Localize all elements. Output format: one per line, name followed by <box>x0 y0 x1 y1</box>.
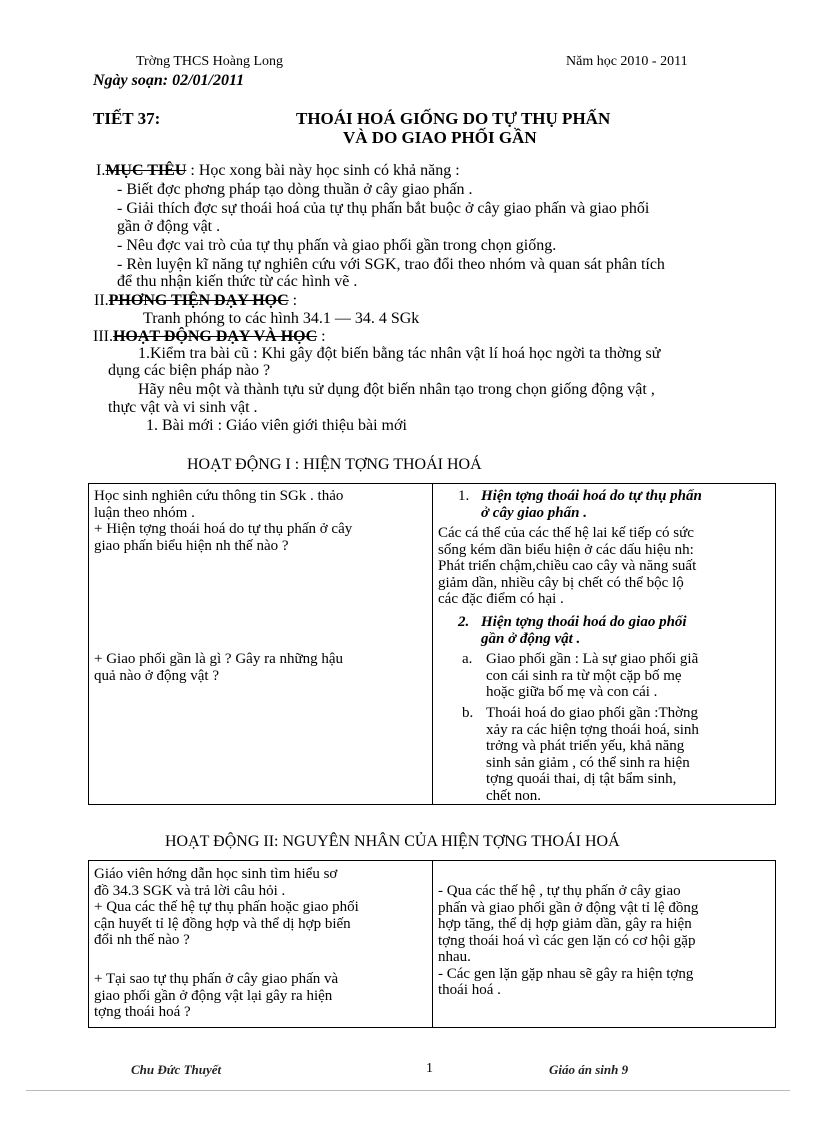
activity1-h2-number: 2. <box>458 614 470 630</box>
activity1-b-text: Thoái hoá do giao phối gần :Thờng xảy ra các hiện tợng thoái hoá, sinh trởng và phát triển yếu, khả năng sinh sản giảm , có thể sinh ra hiện tợng quoái thai, dị tật bẩm sinh, chết non. <box>486 705 699 804</box>
objectives-heading: MỤC TIÊU <box>105 162 187 179</box>
objective-item: - Giải thích đợc sự thoái hoá của tự thụ phấn bắt buộc ở cây giao phấn và giao phối <box>117 200 650 217</box>
objectives-intro: : Học xong bài này học sinh có khả năng : <box>186 162 460 179</box>
objectives-numeral: I. <box>96 162 106 179</box>
objective-item: - Biết đợc phơng pháp tạo dòng thuần ở cây giao phấn . <box>117 181 473 198</box>
activities-numeral: III. <box>93 328 113 345</box>
materials-heading: PHƠNG TIỆN DẠY HỌC <box>108 292 289 309</box>
activity1-left-block1: Học sinh nghiên cứu thông tin SGk . thảo luận theo nhóm . + Hiện tợng thoái hoá do tự thụ phấn ở cây giao phấn biểu hiện nh thế nào ? <box>94 488 353 554</box>
activities-suffix: : <box>317 328 326 345</box>
activity1-title: HOẠT ĐỘNG I : HIỆN TỢNG THOÁI HOÁ <box>187 456 482 473</box>
objective-item: - Nêu đợc vai trò của tự thụ phấn và giao phối gần trong chọn giống. <box>117 237 557 254</box>
prep-date: Ngày soạn: 02/01/2011 <box>93 72 245 89</box>
activities-heading-line <box>93 328 326 346</box>
materials-numeral: II. <box>94 292 109 309</box>
lesson-title-line2: VÀ DO GIAO PHỐI GẦN <box>343 128 537 147</box>
activity1-b-label: b. <box>462 705 474 721</box>
school-name: Trờng THCS Hoàng Long <box>136 54 284 69</box>
materials-item: Tranh phóng to các hình 34.1 — 34. 4 SGk <box>143 310 420 327</box>
lesson-number: TIẾT 37: <box>93 109 161 128</box>
new-lesson-line: 1. Bài mới : Giáo viên giới thiệu bài mới <box>146 417 407 434</box>
footer-rule <box>26 1090 790 1091</box>
footer-subject: Giáo án sinh 9 <box>549 1062 629 1077</box>
objectives-heading-line <box>96 162 460 180</box>
activity2-title: HOẠT ĐỘNG II: NGUYÊN NHÂN CỦA HIỆN TỢNG THOÁI HOÁ <box>165 833 620 850</box>
activity1-h1-number: 1. <box>458 488 470 504</box>
question-line1: Hãy nêu một và thành tựu sử dụng đột biến nhân tạo trong chọn giống động vật , <box>138 381 655 398</box>
objective-item: - Rèn luyện kĩ năng tự nghiên cứu với SGK, trao đổi theo nhóm và quan sát phân tích <box>117 256 665 273</box>
question-line2: thực vật và vi sinh vật . <box>108 399 258 416</box>
activity1-p1: Các cá thể của các thế hệ lai kế tiếp có sức sống kém dần biểu hiện ở các dấu hiệu nh: Phát triển chậm,chiều cao cây và năng suất giảm dần, nhiều cây bị chết có thể bộc lộ các đặc điểm có hại . <box>438 525 697 607</box>
old-lesson-check-line2: dụng các biện pháp nào ? <box>108 362 271 379</box>
footer-page-number: 1 <box>426 1061 433 1076</box>
old-lesson-check-line1: 1.Kiểm tra bài cũ : Khi gây đột biến bằng tác nhân vật lí hoá học ngời ta thờng sử <box>138 345 661 362</box>
activity1-table-divider <box>432 483 433 805</box>
activity1-left-block2: + Giao phối gần là gì ? Gây ra những hậu quả nào ở động vật ? <box>94 651 344 684</box>
activity1-h2: Hiện tợng thoái hoá do giao phối gần ở động vật . <box>481 614 687 647</box>
activity1-a-label: a. <box>462 651 473 667</box>
materials-heading-line <box>94 292 297 310</box>
activity2-right-block: - Qua các thế hệ , tự thụ phấn ở cây giao phấn và giao phối gần ở động vật tỉ lệ đồng hợp tăng, thể dị hợp giảm dần, gây ra hiện tợng thoái hoá vì các gen lặn có cơ hội gặp nhau. - Các gen lặn gặp nhau sẽ gây ra hiện tợng thoái hoá . <box>438 883 699 998</box>
school-year: Năm học 2010 - 2011 <box>566 54 688 69</box>
materials-suffix: : <box>288 292 298 309</box>
activity2-left-block1: Giáo viên hớng dẫn học sinh tìm hiểu sơ đồ 34.3 SGK và trả lời câu hỏi . + Qua các thế hệ tự thụ phấn hoặc giao phối cận huyết tỉ lệ đồng hợp và thể dị hợp biến đổi nh thế nào ? <box>94 866 359 948</box>
footer-author: Chu Đức Thuyết <box>131 1062 222 1077</box>
activity2-table-divider <box>432 860 433 1028</box>
objective-item: để thu nhận kiến thức từ các hình vẽ . <box>117 273 358 290</box>
objective-item: gần ở động vật . <box>117 218 221 235</box>
lesson-title-line1: THOÁI HOÁ GIỐNG DO TỰ THỤ PHẤN <box>296 109 611 128</box>
activity2-left-block2: + Tại sao tự thụ phấn ở cây giao phấn và giao phối gần ở động vật lại gây ra hiện tợng thoái hoá ? <box>94 971 339 1020</box>
activity1-h1: Hiện tợng thoái hoá do tự thụ phấn ở cây giao phấn . <box>481 488 702 521</box>
activity1-a-text: Giao phối gần : Là sự giao phối giã con cái sinh ra từ một cặp bố mẹ hoặc giữa bố mẹ và con cái . <box>486 651 699 700</box>
activities-heading: HOẠT ĐỘNG DẠY VÀ HỌC <box>112 328 318 345</box>
